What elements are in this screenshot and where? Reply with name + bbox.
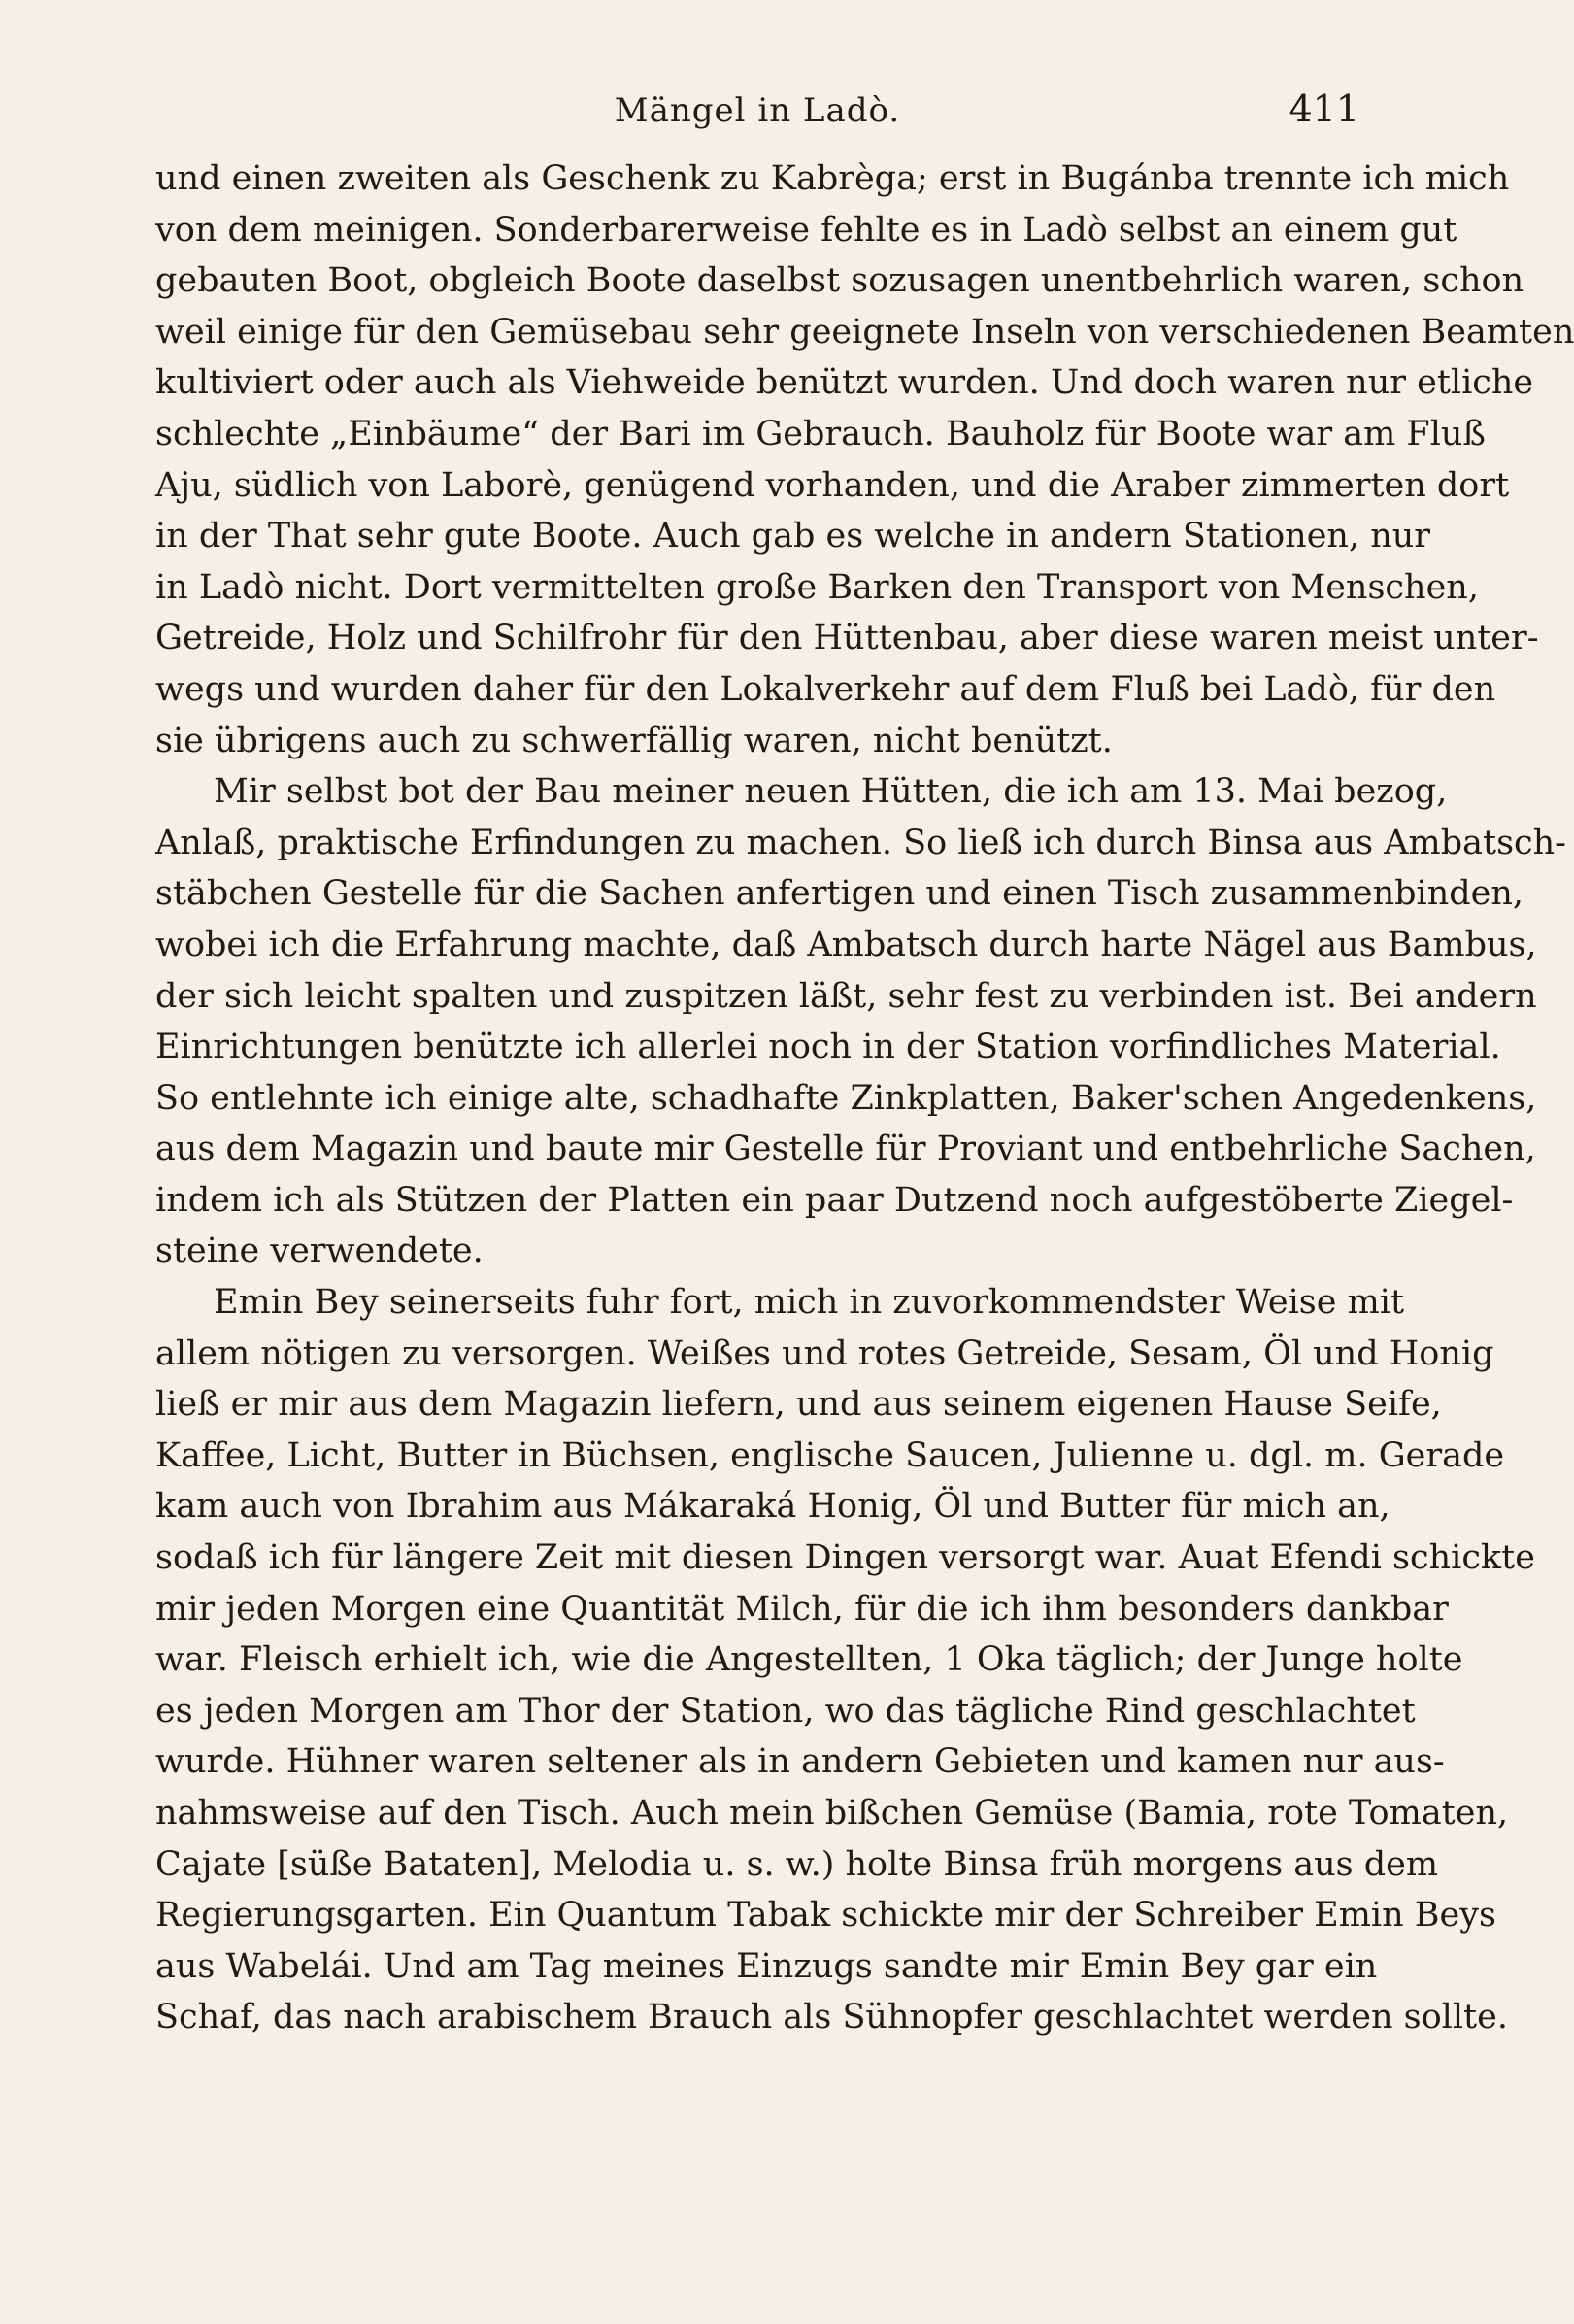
text-line: schlechte „Einbäume“ der Bari im Gebrauch. Bauholz für Boote war am Fluß	[155, 414, 1486, 454]
text-line: stäbchen Gestelle für die Sachen anfertigen und einen Tisch zusammenbinden,	[155, 874, 1524, 914]
text-line: kultiviert oder auch als Viehweide benützt wurden. Und doch waren nur etliche	[155, 363, 1534, 403]
text-line: Emin Bey seinerseits fuhr fort, mich in zuvorkommendster Weise mit	[214, 1283, 1405, 1323]
text-line: So entlehnte ich einige alte, schadhafte Zinkplatten, Baker'schen Angedenkens,	[155, 1078, 1537, 1118]
body-text	[155, 153, 1574, 2043]
text-line: allem nötigen zu versorgen. Weißes und rotes Getreide, Sesam, Öl und Honig	[155, 1333, 1494, 1373]
text-line: in Ladò nicht. Dort vermittelten große Barken den Transport von Menschen,	[155, 567, 1479, 607]
text-line: gebauten Boot, obgleich Boote daselbst sozusagen unentbehrlich waren, schon	[155, 261, 1524, 301]
text-line: Getreide, Holz und Schilfrohr für den Hüttenbau, aber diese waren meist unter-	[155, 619, 1539, 658]
text-line: Mir selbst bot der Bau meiner neuen Hütten, die ich am 13. Mai bezog,	[214, 772, 1448, 812]
text-line: sodaß ich für längere Zeit mit diesen Dingen versorgt war. Auat Efendi schickte	[155, 1538, 1535, 1578]
running-head	[155, 84, 1359, 132]
text-line: Kaffee, Licht, Butter in Büchsen, englische Saucen, Julienne u. dgl. m. Gerade	[155, 1435, 1505, 1475]
text-line: Einrichtungen benützte ich allerlei noch in der Station vorfindliches Material.	[155, 1027, 1501, 1067]
text-line: ließ er mir aus dem Magazin liefern, und aus seinem eigenen Hause Seife,	[155, 1385, 1442, 1425]
text-line: Cajate [süße Bataten], Melodia u. s. w.) holte Binsa früh morgens aus dem	[155, 1844, 1439, 1884]
running-title: Mängel in Ladò.	[614, 91, 901, 130]
text-line: es jeden Morgen am Thor der Station, wo das tägliche Rind geschlachtet	[155, 1691, 1416, 1731]
text-line: wurde. Hühner waren seltener als in andern Gebieten und kamen nur aus-	[155, 1742, 1445, 1782]
text-line: Aju, südlich von Laborè, genügend vorhanden, und die Araber zimmerten dort	[155, 465, 1510, 505]
text-line: Regierungsgarten. Ein Quantum Tabak schickte mir der Schreiber Emin Beys	[155, 1896, 1496, 1936]
text-line: nahmsweise auf den Tisch. Auch mein bißchen Gemüse (Bamia, rote Tomaten,	[155, 1794, 1509, 1833]
page-number: 411	[1289, 87, 1359, 130]
text-line: mir jeden Morgen eine Quantität Milch, für die ich ihm besonders dankbar	[155, 1589, 1449, 1629]
text-line: aus Wabelái. Und am Tag meines Einzugs sandte mir Emin Bey gar ein	[155, 1946, 1378, 1986]
text-line: aus dem Magazin und baute mir Gestelle für Proviant und entbehrliche Sachen,	[155, 1129, 1536, 1169]
text-line: von dem meinigen. Sonderbarerweise fehlte es in Ladò selbst an einem gut	[155, 210, 1457, 250]
text-line: und einen zweiten als Geschenk zu Kabrèga; erst in Bugánba trennte ich mich	[155, 159, 1510, 198]
text-line: wegs und wurden daher für den Lokalverkehr auf dem Fluß bei Ladò, für den	[155, 669, 1496, 709]
text-line: steine verwendete.	[155, 1231, 484, 1271]
text-line: weil einige für den Gemüsebau sehr geeignete Inseln von verschiedenen Beamten	[155, 312, 1574, 352]
text-line: Anlaß, praktische Erfindungen zu machen. So ließ ich durch Binsa aus Ambatsch-	[155, 823, 1566, 862]
text-line: Schaf, das nach arabischem Brauch als Sühnopfer geschlachtet werden sollte.	[155, 1998, 1508, 2038]
text-line: kam auch von Ibrahim aus Mákaraká Honig, Öl und Butter für mich an,	[155, 1487, 1390, 1527]
text-line: wobei ich die Erfahrung machte, daß Ambatsch durch harte Nägel aus Bambus,	[155, 925, 1537, 964]
text-line: der sich leicht spalten und zuspitzen läßt, sehr fest zu verbinden ist. Bei andern	[155, 976, 1537, 1016]
text-line: indem ich als Stützen der Platten ein paar Dutzend noch aufgestöberte Ziegel-	[155, 1180, 1514, 1220]
text-line: war. Fleisch erhielt ich, wie die Angestellten, 1 Oka täglich; der Junge holte	[155, 1640, 1463, 1680]
text-line: in der That sehr gute Boote. Auch gab es welche in andern Stationen, nur	[155, 517, 1431, 556]
text-line: sie übrigens auch zu schwerfällig waren, nicht benützt.	[155, 721, 1113, 760]
